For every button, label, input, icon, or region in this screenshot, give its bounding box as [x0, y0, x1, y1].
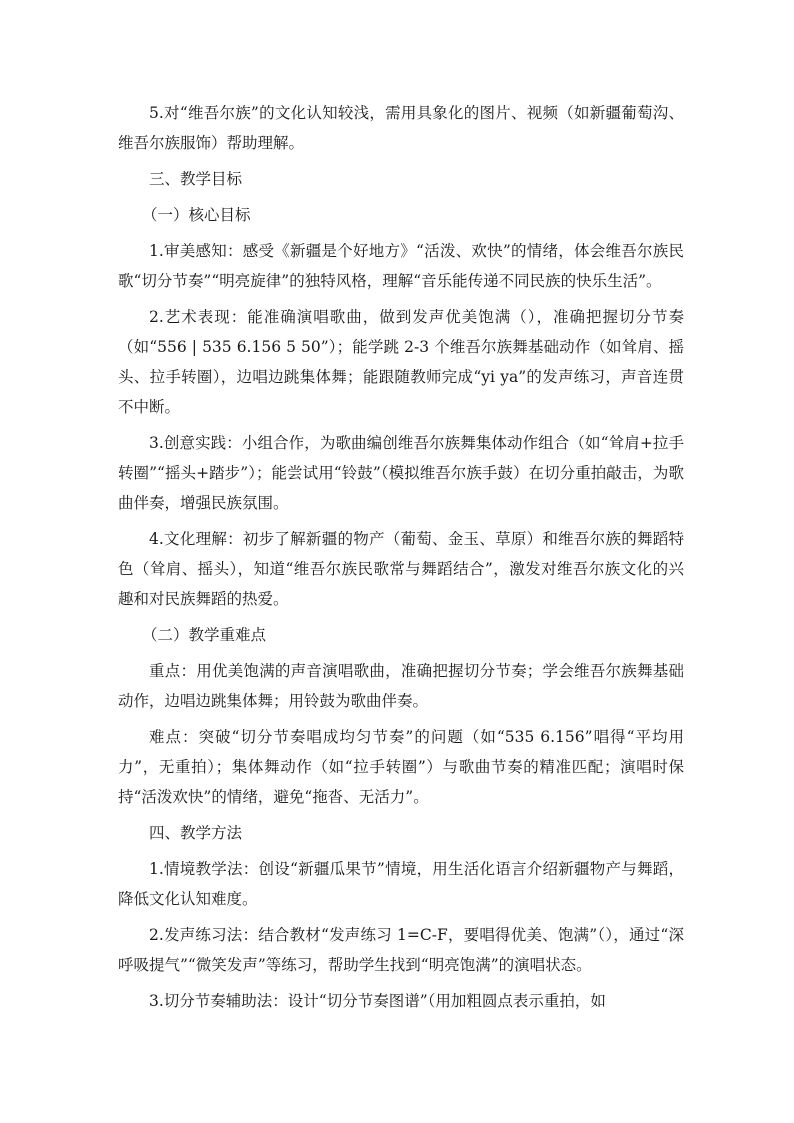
method-1-situational: 1.情境教学法：创设“新疆瓜果节”情境，用生活化语言介绍新疆物产与舞蹈，降低文化认知难度。: [118, 860, 684, 908]
item-5-cultural-awareness: 5.对“维吾尔族”的文化认知较浅，需用具象化的图片、视频（如新疆葡萄沟、维吾尔族服饰）帮助理解。: [118, 104, 684, 152]
section-4-heading: 四、教学方法: [149, 824, 243, 842]
goal-3-creative: 3.创意实践：小组合作，为歌曲编创维吾尔族舞集体动作组合（如“耸肩+拉手转圈”“摇头+踏步”）；能尝试用“铃鼓”（模拟维吾尔族手鼓）在切分重拍敲击，为歌曲伴奏，增强民族氛围。: [118, 434, 684, 512]
section-3-heading: 三、教学目标: [149, 170, 243, 188]
goal-1-aesthetic: 1.审美感知：感受《新疆是个好地方》“活泼、欢快”的情绪，体会维吾尔族民歌“切分节奏”“明亮旋律”的独特风格，理解“音乐能传递不同民族的快乐生活”。: [118, 242, 684, 290]
key-points: 重点：用优美饱满的声音演唱歌曲，准确把握切分节奏；学会维吾尔族舞基础动作，边唱边跳集体舞；用铃鼓为歌曲伴奏。: [118, 662, 684, 710]
goal-2-artistic: 2.艺术表现：能准确演唱歌曲，做到发声优美饱满（），准确把握切分节奏（如“556 | 535 6.156 5 50”）；能学跳 2-3 个维吾尔族舞基础动作（如耸肩、摇头、拉手转圈），边唱边跳集体舞；能跟随教师完成“yi ya”的发声练习，声音连贯不中断。: [118, 308, 684, 416]
document-body: [118, 98, 684, 1022]
method-3-syncopation: 3.切分节奏辅助法：设计“切分节奏图谱”（用加粗圆点表示重拍，如: [149, 992, 606, 1010]
difficult-points: 难点：突破“切分节奏唱成均匀节奏”的问题（如“535 6.156”唱得“平均用力”，无重拍）；集体舞动作（如“拉手转圈”）与歌曲节奏的精准匹配；演唱时保持“活泼欢快”的情绪，避免“拖沓、无活力”。: [118, 728, 684, 806]
method-2-vocal: 2.发声练习法：结合教材“发声练习 1=C-F，要唱得优美、饱满”（），通过“深呼吸提气”“微笑发声”等练习，帮助学生找到“明亮饱满”的演唱状态。: [118, 926, 684, 974]
subsection-key-difficult: （二）教学重难点: [142, 626, 267, 644]
subsection-core-goals: （一）核心目标: [142, 206, 251, 224]
goal-4-cultural: 4.文化理解：初步了解新疆的物产（葡萄、金玉、草原）和维吾尔族的舞蹈特色（耸肩、摇头），知道“维吾尔族民歌常与舞蹈结合”，激发对维吾尔族文化的兴趣和对民族舞蹈的热爱。: [118, 530, 684, 608]
